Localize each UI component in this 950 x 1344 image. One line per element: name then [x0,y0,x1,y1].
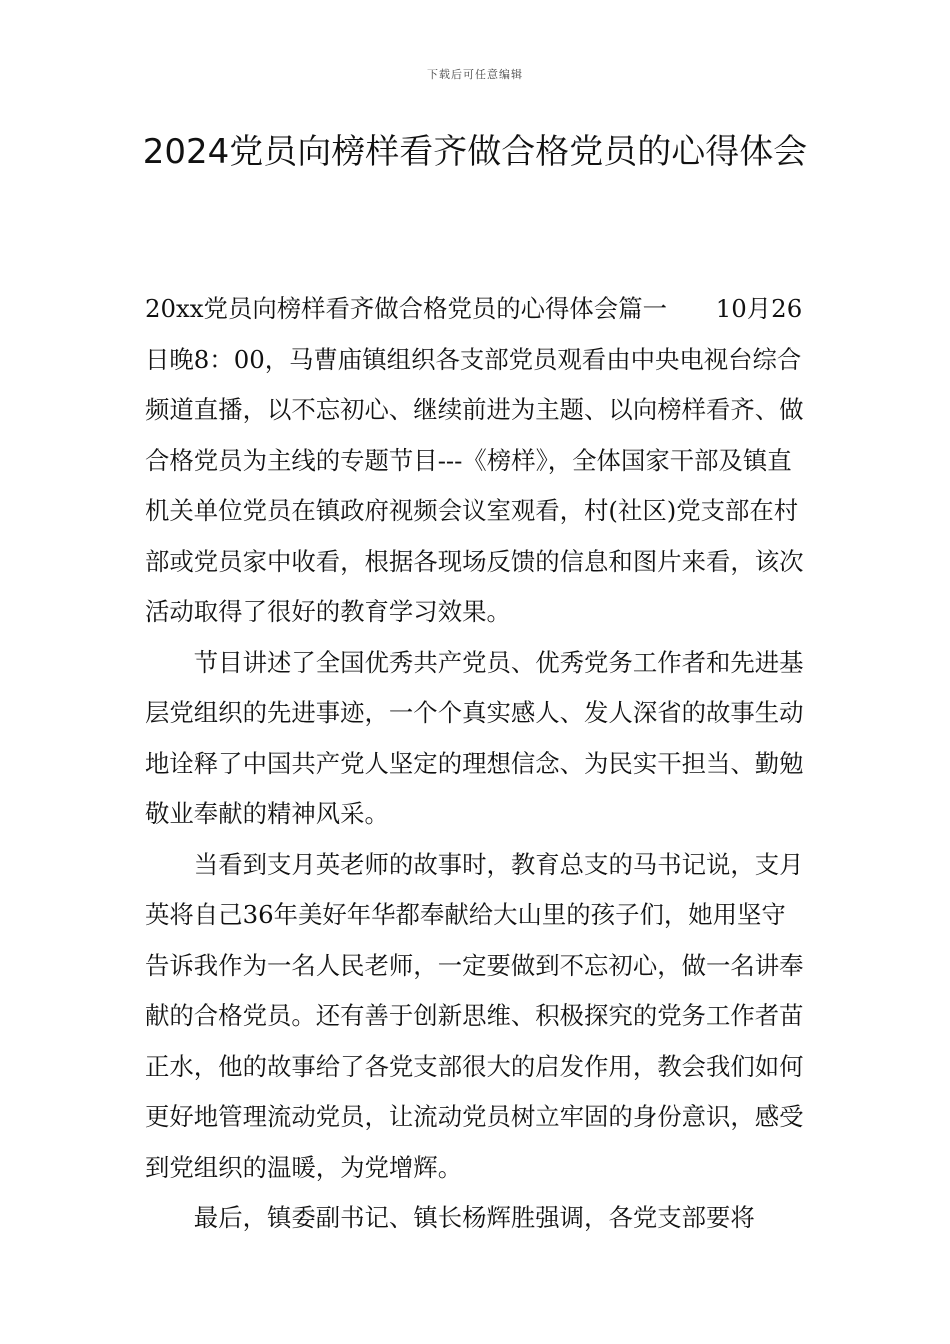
document-body [145,284,807,1244]
header-note: 下载后可任意编辑 [427,68,523,81]
document-title: 2024党员向榜样看齐做合格党员的心得体会 [142,132,808,172]
paragraph-2: 节目讲述了全国优秀共产党员、优秀党务工作者和先进基层党组织的先进事迹，一个个真实感人、发人深省的故事生动地诠释了中国共产党人坚定的理想信念、为民实干担当、勤勉敬业奉献的精神风采。 [145,647,804,828]
paragraph-4: 最后，镇委副书记、镇长杨辉胜强调，各党支部要将 [193,1203,755,1232]
paragraph-3: 当看到支月英老师的故事时，教育总支的马书记说，支月英将自己36年美好年华都奉献给大山里的孩子们，她用坚守告诉我作为一名人民老师，一定要做到不忘初心，做一名讲奉献的合格党员。还有善于创新思维、积极探究的党务工作者苗正水，他的故事给了各党支部很大的启发作用，教会我们如何更好地管理流动党员，让流动党员树立牢固的身份意识，感受到党组织的温暖，为党增辉。 [145,849,804,1182]
paragraph-1: 20xx党员向榜样看齐做合格党员的心得体会篇一 10月26日晚8：00，马曹庙镇组织各支部党员观看由中央电视台综合频道直播，以不忘初心、继续前进为主题、以向榜样看齐、做合格党员为主线的专题节目---《榜样》，全体国家干部及镇直机关单位党员在镇政府视频会议室观看，村(社区)党支部在村部或党员家中收看，根据各现场反馈的信息和图片来看，该次活动取得了很好的教育学习效果。 [145,294,804,626]
